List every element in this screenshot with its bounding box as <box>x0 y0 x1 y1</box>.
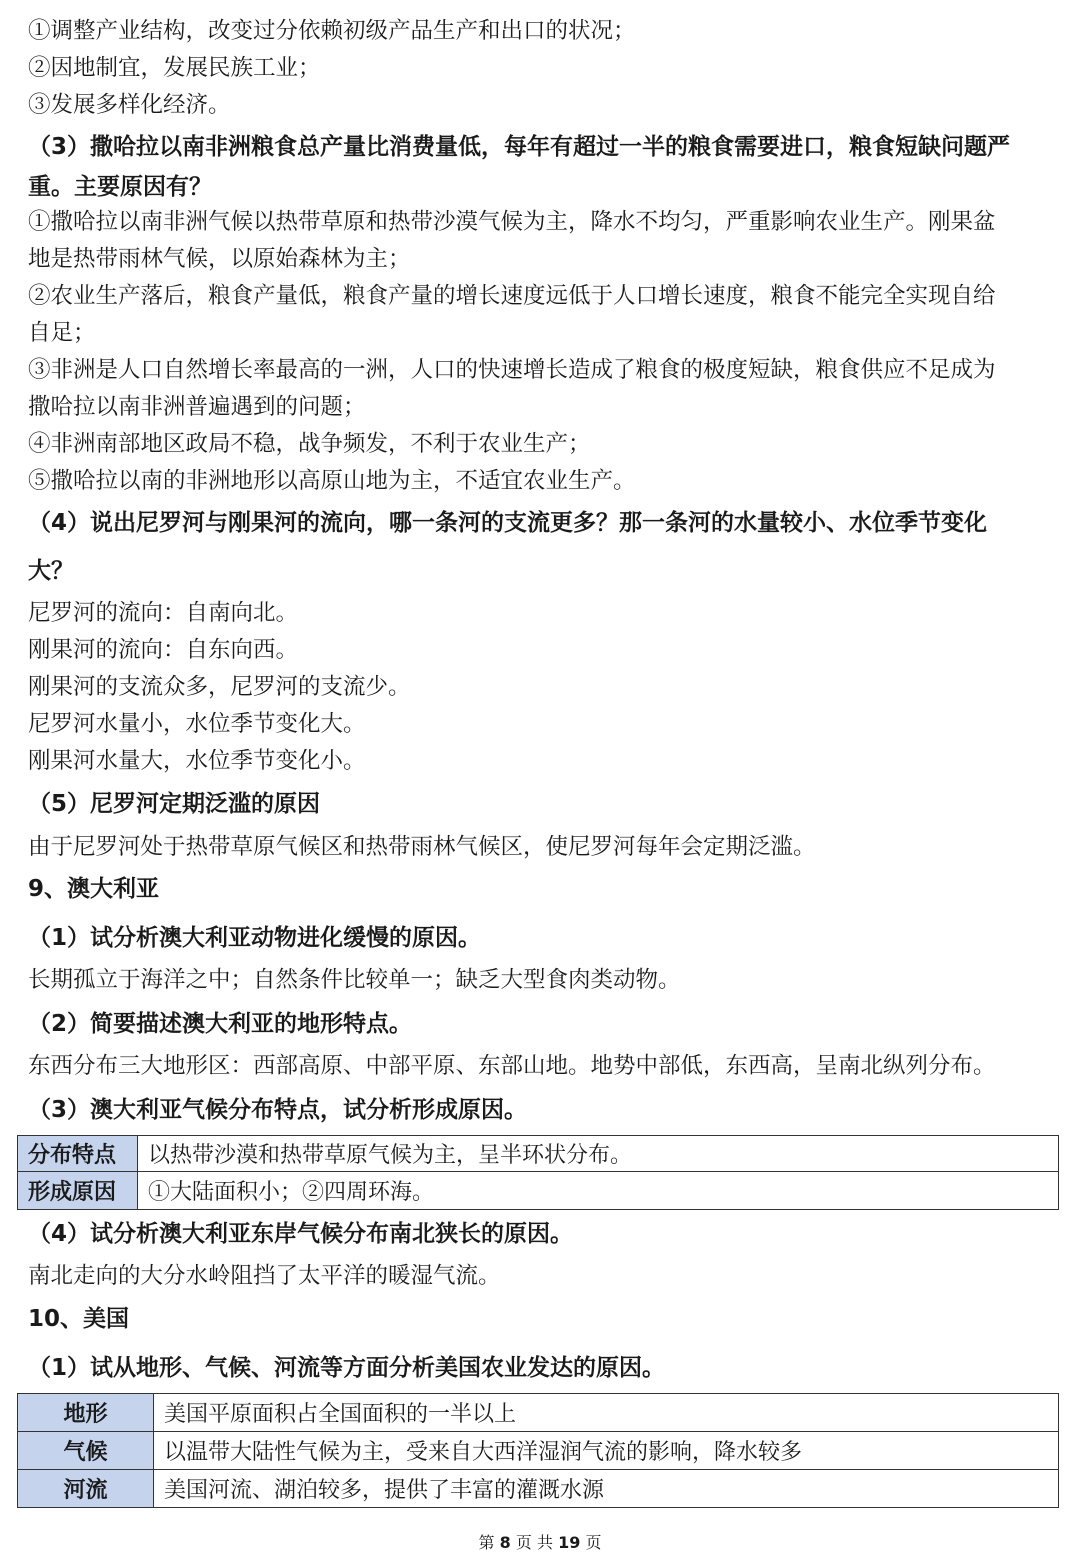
answer-line: ①调整产业结构，改变过分依赖初级产品生产和出口的状况； <box>28 18 636 44</box>
answer-line: 刚果河的流向：自东向西。 <box>28 637 299 663</box>
question-heading: （4）试分析澳大利亚东岸气候分布南北狭长的原因。 <box>28 1221 574 1247</box>
table-value-cell: 美国平原面积占全国面积的一半以上 <box>154 1394 1059 1432</box>
question-heading: （3）撒哈拉以南非洲粮食总产量比消费量低，每年有超过一半的粮食需要进口，粮食短缺问题严 <box>28 134 1011 160</box>
table-key-cell: 河流 <box>18 1470 154 1508</box>
answer-line: 由于尼罗河处于热带草原气候区和热带雨林气候区，使尼罗河每年会定期泛滥。 <box>28 834 816 860</box>
question-heading: 大？ <box>28 558 74 584</box>
answer-line: ⑤撒哈拉以南的非洲地形以高原山地为主，不适宜农业生产。 <box>28 468 636 494</box>
answer-line: 南北走向的大分水岭阻挡了太平洋的暖湿气流。 <box>28 1263 501 1289</box>
answer-line: ②农业生产落后，粮食产量低，粮食产量的增长速度远低于人口增长速度，粮食不能完全实现自给 <box>28 283 996 309</box>
answer-line: 尼罗河的流向：自南向北。 <box>28 600 299 626</box>
page-footer <box>0 1532 1080 1554</box>
table-row <box>18 1136 1059 1172</box>
footer-middle: 页 共 <box>515 1533 553 1552</box>
answer-line: ①撒哈拉以南非洲气候以热带草原和热带沙漠气候为主，降水不均匀，严重影响农业生产。刚果盆 <box>28 209 996 235</box>
table-key-cell: 地形 <box>18 1394 154 1432</box>
question-heading: （2）简要描述澳大利亚的地形特点。 <box>28 1011 413 1037</box>
table-row <box>18 1470 1059 1508</box>
question-heading: （5）尼罗河定期泛滥的原因 <box>28 791 321 817</box>
answer-line: 尼罗河水量小，水位季节变化大。 <box>28 711 366 737</box>
answer-line: 自足； <box>28 320 96 346</box>
footer-suffix: 页 <box>585 1533 602 1552</box>
table-row <box>18 1394 1059 1432</box>
agriculture-table <box>17 1393 1059 1508</box>
question-heading: （4）说出尼罗河与刚果河的流向，哪一条河的支流更多？那一条河的水量较小、水位季节变化 <box>28 510 988 536</box>
answer-line: 刚果河水量大，水位季节变化小。 <box>28 748 366 774</box>
section-heading: 10、美国 <box>28 1306 130 1332</box>
footer-prefix: 第 <box>478 1533 495 1552</box>
answer-line: 刚果河的支流众多，尼罗河的支流少。 <box>28 674 411 700</box>
answer-line: ④非洲南部地区政局不稳，战争频发，不利于农业生产； <box>28 431 591 457</box>
answer-line: 长期孤立于海洋之中；自然条件比较单一；缺乏大型食肉类动物。 <box>28 967 681 993</box>
table-key-cell: 分布特点 <box>18 1136 138 1172</box>
table-row <box>18 1172 1059 1210</box>
question-heading: （1）试从地形、气候、河流等方面分析美国农业发达的原因。 <box>28 1355 666 1381</box>
page-number: 8 <box>499 1533 511 1552</box>
question-heading: （3）澳大利亚气候分布特点，试分析形成原因。 <box>28 1097 528 1123</box>
table-key-cell: 气候 <box>18 1432 154 1470</box>
table-value-cell: 美国河流、湖泊较多，提供了丰富的灌溉水源 <box>154 1470 1059 1508</box>
total-pages: 19 <box>558 1533 581 1552</box>
table-row <box>18 1432 1059 1470</box>
table-value-cell: 以温带大陆性气候为主，受来自大西洋湿润气流的影响，降水较多 <box>154 1432 1059 1470</box>
table-value-cell: 以热带沙漠和热带草原气候为主，呈半环状分布。 <box>138 1136 1059 1172</box>
answer-line: ③发展多样化经济。 <box>28 92 231 118</box>
table-value-cell: ①大陆面积小；②四周环海。 <box>138 1172 1059 1210</box>
answer-line: 撒哈拉以南非洲普遍遇到的问题； <box>28 394 366 420</box>
answer-line: ②因地制宜，发展民族工业； <box>28 55 321 81</box>
answer-line: 东西分布三大地形区：西部高原、中部平原、东部山地。地势中部低，东西高，呈南北纵列分布。 <box>28 1053 996 1079</box>
answer-line: 地是热带雨林气候，以原始森林为主； <box>28 246 411 272</box>
climate-table <box>17 1135 1059 1210</box>
question-heading: （1）试分析澳大利亚动物进化缓慢的原因。 <box>28 925 482 951</box>
answer-line: ③非洲是人口自然增长率最高的一洲，人口的快速增长造成了粮食的极度短缺，粮食供应不足成为 <box>28 357 996 383</box>
table-key-cell: 形成原因 <box>18 1172 138 1210</box>
question-heading: 重。主要原因有？ <box>28 174 212 200</box>
section-heading: 9、澳大利亚 <box>28 876 160 902</box>
